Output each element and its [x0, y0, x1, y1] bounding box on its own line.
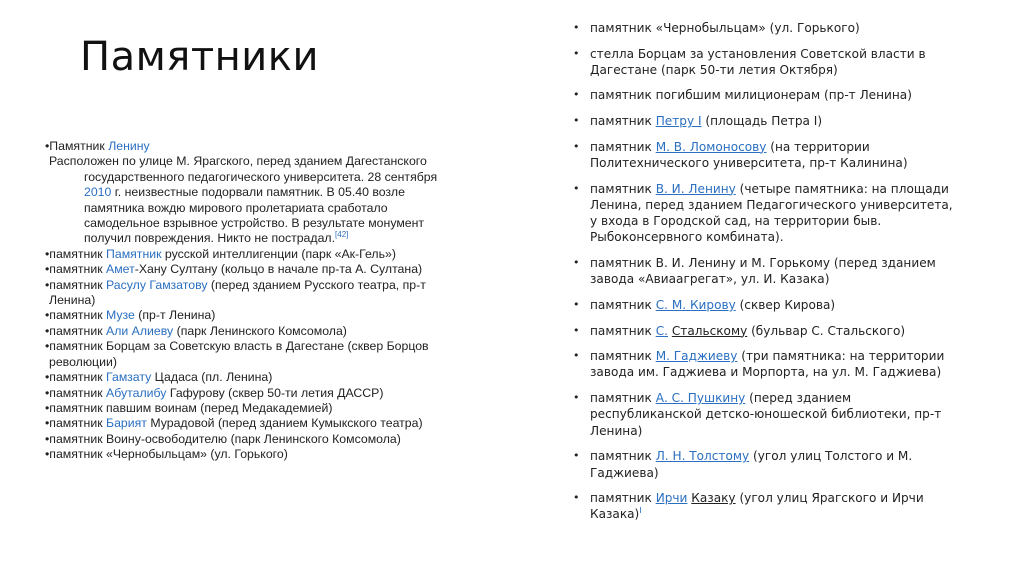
item-text: (четыре памятника: на площади — [735, 181, 949, 196]
item-text: (парк Ленинского Комсомола) — [173, 323, 347, 338]
item-text: (на территории — [766, 139, 870, 154]
bullet: • — [573, 297, 580, 311]
item-description: Расположен по улице М. Ярагского, перед зданием Дагестанского — [49, 154, 427, 169]
link-abutalib[interactable]: Абуталибу — [106, 385, 167, 400]
list-item — [573, 181, 973, 246]
item-description — [45, 185, 465, 200]
item-text: памятник — [590, 181, 656, 196]
right-monument-list — [573, 20, 973, 532]
list-item — [573, 448, 973, 481]
link-year[interactable]: 2010 — [84, 185, 112, 200]
item-text: русской интеллигенции (парк «Ак-Гель») — [161, 246, 396, 261]
item-text: Гафурову (сквер 50-ти летия ДАССР) — [166, 385, 384, 400]
list-item — [573, 255, 973, 288]
list-item — [573, 390, 973, 439]
item-text: •памятник — [45, 308, 107, 323]
list-item — [573, 348, 973, 381]
item-text: (бульвар С. Стальского) — [747, 323, 906, 338]
item-text — [590, 113, 973, 129]
item-text — [590, 348, 973, 364]
item-text: Мурадовой (перед зданием Кумыкского театра) — [146, 416, 423, 431]
item-text: Казака) — [590, 507, 640, 522]
link-ali-aliev[interactable]: Али Алиеву — [106, 323, 174, 338]
item-text: памятник погибшим милиционерам (пр-т Ленина) — [590, 88, 912, 103]
list-item — [573, 139, 973, 172]
item-text: памятник — [590, 349, 656, 364]
bullet: • — [573, 181, 580, 195]
link-amet[interactable]: Амет — [106, 262, 135, 277]
bullet: • — [573, 46, 580, 60]
item-text — [590, 297, 973, 313]
item-text: у входа в Городской сад, на территории быв. — [590, 214, 882, 229]
bullet: • — [573, 21, 580, 34]
left-monument-list — [45, 139, 465, 463]
link-lenin[interactable]: В. И. Ленину — [655, 181, 736, 196]
list-item: •памятник павшим воинам (перед Медакадемией) — [45, 400, 333, 415]
item-description: памятника вождю мирового пролетариата сработало — [84, 200, 388, 215]
list-item: •памятник Борцам за Советскую власть в Дагестане (сквер Борцов — [45, 339, 429, 354]
item-text: (перед зданием Русского театра, пр-т — [207, 277, 426, 292]
item-text — [590, 323, 973, 339]
link-stalsky[interactable]: Стальскому — [671, 323, 748, 338]
item-description: государственного педагогического университета. 28 сентября — [84, 169, 438, 184]
bullet: • — [573, 349, 580, 363]
item-text: Цадаса (пл. Ленина) — [151, 370, 273, 385]
bullet: • — [573, 323, 580, 337]
bullet: • — [573, 449, 580, 463]
item-text: завода им. Гаджиева и Морпорта, на ул. М. Гаджиева) — [590, 365, 942, 380]
list-item: •памятник «Чернобыльцам» (ул. Горького) — [45, 447, 288, 462]
item-text: •памятник — [45, 385, 107, 400]
list-item — [45, 324, 465, 339]
link-bariyat[interactable]: Барият — [106, 416, 147, 431]
item-text: Гаджиева) — [590, 465, 659, 480]
link-muze[interactable]: Музе — [106, 308, 135, 323]
link-tolstoy[interactable]: Л. Н. Толстому — [655, 449, 750, 464]
bullet: • — [573, 256, 580, 270]
item-text: •памятник — [45, 323, 107, 338]
item-text: Политехнического университета, пр-т Калинина) — [590, 155, 908, 170]
bullet: • — [573, 114, 580, 128]
list-item — [45, 308, 465, 323]
item-text — [590, 390, 973, 406]
link-lomonosov[interactable]: М. В. Ломоносову — [655, 139, 767, 154]
link-pushkin[interactable]: А. С. Пушкину — [655, 391, 746, 406]
item-text: Ленина) — [590, 423, 643, 438]
link-gamzat[interactable]: Гамзату — [106, 370, 152, 385]
item-text: •памятник — [45, 416, 107, 431]
item-text: республиканской детско-юношеской библиотеки, пр-т — [590, 407, 942, 422]
item-text: памятник — [590, 114, 656, 129]
bullet: • — [573, 88, 580, 102]
item-text — [590, 139, 973, 155]
item-text: памятник — [590, 391, 656, 406]
list-item — [573, 323, 973, 339]
link-petr[interactable]: Петру I — [655, 114, 702, 129]
list-item — [573, 20, 973, 36]
link-kazak[interactable]: Казаку — [691, 491, 736, 506]
item-text: завода «Авиаагрегат», ул. И. Казака) — [590, 272, 830, 287]
link-rasul-gamzatov[interactable]: Расулу Гамзатову — [106, 277, 208, 292]
link-pamyatnik[interactable]: Памятник — [106, 246, 162, 261]
item-text: Ленина, перед зданием Педагогического университета, — [590, 197, 953, 212]
item-text: Рыбоконсервного комбината). — [590, 230, 784, 245]
item-text: г. неизвестные подорвали памятник. В 05.40 возле — [111, 185, 405, 200]
item-description: самодельное взрывное устройство. В результате монумент — [84, 216, 425, 231]
item-text: -Хану Султану (кольцо в начале пр-та А. Султана) — [134, 262, 423, 277]
list-item — [45, 247, 465, 262]
link-irchi[interactable]: Ирчи — [655, 491, 688, 506]
reference-link[interactable]: I — [639, 506, 642, 516]
item-text: (сквер Кирова) — [735, 297, 836, 312]
item-text: памятник — [590, 449, 656, 464]
item-text: стелла Борцам за установления Советской власти в — [590, 46, 926, 61]
item-text: (угол улиц Толстого и М. — [749, 449, 913, 464]
item-text: памятник — [590, 139, 656, 154]
item-text: памятник В. И. Ленину и М. Горькому (перед зданием — [590, 256, 936, 271]
item-description — [45, 231, 465, 246]
list-item — [573, 113, 973, 129]
item-text — [590, 448, 973, 464]
link-s[interactable]: С. — [655, 323, 668, 338]
item-text: (пр-т Ленина) — [134, 308, 216, 323]
list-item — [573, 87, 973, 103]
list-item — [45, 262, 465, 277]
list-item — [45, 278, 465, 293]
link-gadzhiev[interactable]: М. Гаджиеву — [655, 349, 738, 364]
item-text: •Памятник — [45, 139, 109, 153]
item-text — [590, 506, 973, 522]
bullet: • — [573, 139, 580, 153]
item-text: памятник — [590, 491, 656, 506]
item-text: •памятник — [45, 246, 107, 261]
list-item: •памятник Воину-освободителю (парк Ленинского Комсомола) — [45, 431, 401, 446]
item-text: •памятник — [45, 277, 107, 292]
link-kirov[interactable]: С. М. Кирову — [655, 297, 736, 312]
link-lenin[interactable]: Ленину — [108, 139, 150, 153]
item-text: (угол улиц Ярагского и Ирчи — [735, 491, 924, 506]
list-item — [573, 46, 973, 79]
list-item — [45, 370, 465, 385]
item-description: Ленина) — [49, 293, 96, 308]
item-text: памятник — [590, 323, 656, 338]
item-text: •памятник — [45, 262, 107, 277]
item-text: (перед зданием — [745, 391, 852, 406]
page-title: Памятники — [80, 34, 319, 80]
item-text: получил повреждения. Никто не пострадал. — [84, 231, 336, 246]
bullet: • — [573, 391, 580, 405]
list-item — [573, 490, 973, 523]
item-text — [590, 490, 973, 506]
item-text: Дагестане (парк 50-ти летия Октября) — [590, 62, 838, 77]
list-item — [45, 139, 465, 154]
item-text: памятник «Чернобыльцам» (ул. Горького) — [590, 21, 860, 35]
item-description: революции) — [49, 354, 117, 369]
item-text: (площадь Петра I) — [701, 114, 823, 129]
item-text — [590, 181, 973, 197]
item-text: (три памятника: на территории — [737, 349, 945, 364]
list-item — [45, 416, 465, 431]
reference-link[interactable]: [42] — [335, 230, 349, 240]
bullet: • — [573, 491, 580, 505]
list-item — [45, 386, 465, 401]
list-item — [573, 297, 973, 313]
item-text: •памятник — [45, 370, 107, 385]
item-text: памятник — [590, 297, 656, 312]
